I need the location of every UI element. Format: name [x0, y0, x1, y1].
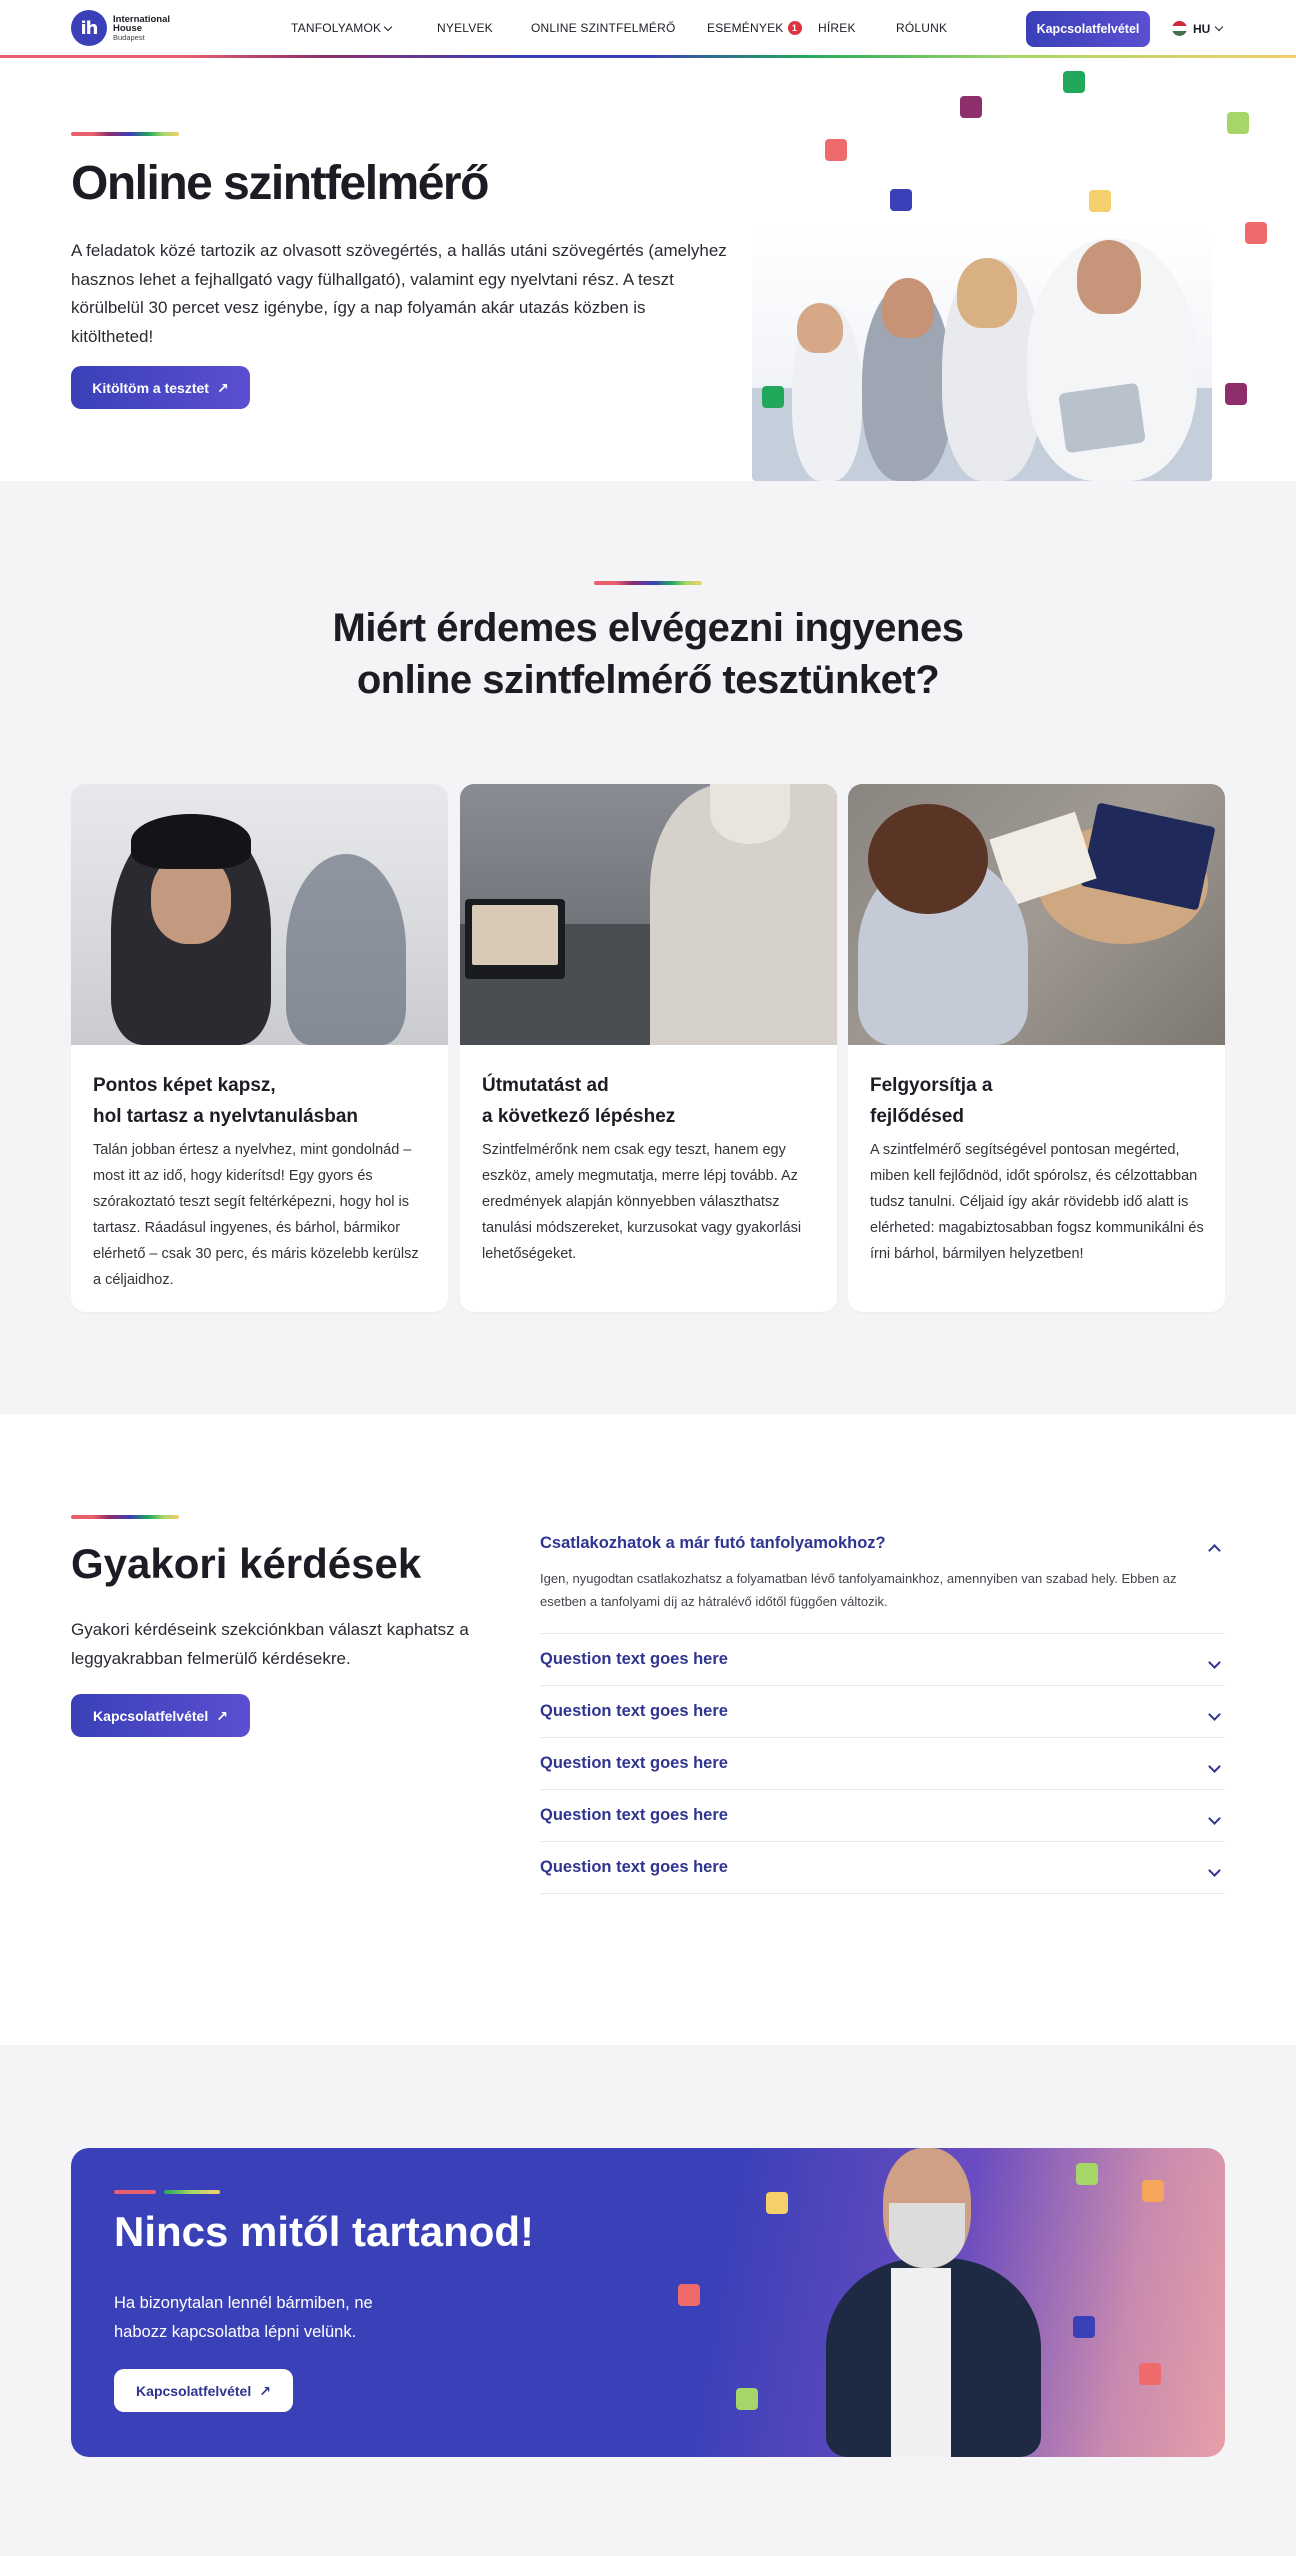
card-image-headphones-student	[71, 784, 448, 1045]
hero-accent-line	[71, 132, 179, 136]
logo-title-1: International	[113, 13, 171, 25]
card-title-line-2: fejlődésed	[870, 1106, 964, 1127]
why-section	[0, 481, 1296, 1414]
card-title	[870, 1070, 1200, 1132]
cta-title: Nincs mitől tartanod!	[114, 2208, 535, 2255]
faq-question[interactable]: Question text goes here	[540, 1650, 728, 1668]
card-title	[482, 1070, 812, 1132]
confetti-square	[1073, 2316, 1095, 2338]
benefit-card	[71, 784, 448, 1312]
confetti-square	[1142, 2180, 1164, 2202]
faq-question[interactable]: Question text goes here	[540, 1806, 728, 1824]
man-tshirt-shape	[891, 2268, 951, 2457]
start-test-button[interactable]	[71, 366, 250, 409]
header-contact-button[interactable]: Kapcsolatfelvétel	[1026, 11, 1150, 47]
why-accent-line	[594, 581, 702, 585]
confetti-square	[1245, 222, 1267, 244]
cta-section	[0, 2045, 1296, 2556]
nav-item-hirek[interactable]	[818, 21, 856, 35]
confetti-square	[825, 139, 847, 161]
nav-item-rolunk[interactable]	[896, 21, 947, 35]
confetti-square	[678, 2284, 700, 2306]
confetti-square	[890, 189, 912, 211]
nav-label: ONLINE SZINTFELMÉRŐ	[531, 21, 676, 35]
faq-accent-line	[71, 1515, 179, 1519]
benefit-card	[848, 784, 1225, 1312]
faq-item[interactable]	[540, 1842, 1225, 1894]
confetti-square	[1139, 2363, 1161, 2385]
faq-question[interactable]: Question text goes here	[540, 1754, 728, 1772]
confetti-square	[1063, 71, 1085, 93]
hero-description: A feladatok közé tartozik az olvasott szövegértés, a hallás utáni szövegértés (amelyhez hasznos lehet a fejhallgató vagy fülhallgató), valamint egy nyelvtani rész. A teszt körülbelül 30 percet vesz igénybe, így a nap folyamán akár utazás közben is kitöltheted!	[71, 241, 727, 346]
card-title-line-1: Útmutatást ad	[482, 1075, 609, 1096]
father-face	[1077, 240, 1141, 314]
chevron-down-icon	[1215, 23, 1223, 31]
senior-man-beard	[710, 784, 790, 844]
cta-banner	[71, 2148, 1225, 2457]
confetti-square	[736, 2388, 758, 2410]
logo-subtitle: Budapest	[113, 32, 145, 42]
language-label: HU	[1193, 21, 1211, 36]
card-title-line-1: Pontos képet kapsz,	[93, 1075, 276, 1096]
faq-item[interactable]	[540, 1738, 1225, 1790]
faq-list	[540, 1518, 1225, 1894]
cta-contact-label: Kapcsolatfelvétel	[136, 2382, 252, 2399]
logo[interactable]	[71, 10, 170, 46]
notification-badge: 1	[788, 21, 802, 35]
card-text: Talán jobban értesz a nyelvhez, mint gondolnád – most itt az idő, hogy kiderítsd! Egy gyors és szórakoztató teszt segít feltérképezni, hogy hol is tartasz. Ráadásul ingyenes, és bárhol, bármikor elérhető – csak 30 perc, és máris közelebb kerülsz a céljaidhoz.	[93, 1142, 419, 1288]
faq-question[interactable]: Question text goes here	[540, 1702, 728, 1720]
arrow-up-right-icon: ↗	[216, 1707, 228, 1724]
cta-accent-lines	[114, 2190, 220, 2194]
confetti-square	[766, 2192, 788, 2214]
logo-title-2: House	[113, 23, 143, 35]
arrow-up-right-icon: ↗	[216, 379, 229, 396]
card-title	[93, 1070, 423, 1132]
nav-label: HÍREK	[818, 21, 856, 35]
laptop-screen	[472, 905, 558, 965]
faq-answer: Igen, nyugodtan csatlakozhatsz a folyamatban lévő tanfolyamainkhoz, amennyiben van szabad hely. Ebben az esetben a tanfolyami díj az hátralévő időtől függően változik.	[540, 1571, 1177, 1609]
arrow-up-right-icon: ↗	[259, 2382, 271, 2399]
confetti-square	[1227, 112, 1249, 134]
card-image-woman-laptop	[848, 784, 1225, 1045]
nav-label: TANFOLYAMOK	[291, 21, 382, 35]
tablet-shape	[1058, 383, 1146, 454]
confetti-square	[1076, 2163, 1098, 2185]
woman-hair	[868, 804, 988, 914]
why-title	[0, 602, 1296, 706]
card-title-line-2: a következő lépéshez	[482, 1106, 676, 1127]
page-title: Online szintfelmérő	[71, 157, 488, 210]
confetti-square	[762, 386, 784, 408]
faq-contact-label: Kapcsolatfelvétel	[93, 1707, 209, 1724]
confetti-square	[1225, 383, 1247, 405]
faq-contact-button[interactable]	[71, 1694, 250, 1737]
cta-description: Ha bizonytalan lennél bármiben, ne habozz kapcsolatba lépni velünk.	[114, 2294, 373, 2341]
child-boy-face	[797, 303, 843, 353]
confetti-square	[1089, 190, 1111, 212]
card-text: A szintfelmérő segítségével pontosan megérted, miben kell fejlődnöd, időt spórolsz, és célzottabban tudsz tanulni. Céljaid így akár rövidebb idő alatt is elérheted: magabiztosabban fogsz kommunikálni és írni bárhol, bármilyen helyzetben!	[870, 1142, 1204, 1262]
faq-item[interactable]	[540, 1634, 1225, 1686]
student-hair	[131, 814, 251, 869]
confetti-square	[960, 96, 982, 118]
mother-hair	[957, 258, 1017, 328]
nav-label: RÓLUNK	[896, 21, 948, 35]
card-title-line-2: hol tartasz a nyelvtanulásban	[93, 1106, 359, 1127]
cta-contact-button[interactable]	[114, 2369, 293, 2412]
benefit-card	[460, 784, 837, 1312]
nav-item-nyelvek[interactable]	[437, 21, 493, 35]
logo-text	[113, 15, 170, 42]
chevron-down-icon	[384, 22, 392, 30]
nav-item-online-szintfelmero[interactable]	[531, 21, 675, 35]
background-person-shape	[286, 854, 406, 1045]
why-title-line-1: Miért érdemes elvégezni ingyenes	[332, 606, 964, 650]
child-girl-face	[882, 278, 934, 338]
faq-item[interactable]	[540, 1686, 1225, 1738]
card-image-senior-laptop	[460, 784, 837, 1045]
nav-label: NYELVEK	[437, 21, 493, 35]
nav-item-esemenyek[interactable]	[707, 21, 802, 35]
faq-item-expanded[interactable]	[540, 1518, 1225, 1634]
nav-item-tanfolyamok[interactable]	[291, 21, 391, 35]
site-header	[0, 0, 1296, 58]
language-selector[interactable]	[1172, 21, 1222, 36]
logo-mark-icon: ih	[71, 10, 107, 46]
hero-family-image	[752, 228, 1212, 481]
card-title-line-1: Felgyorsítja a	[870, 1075, 993, 1096]
start-test-label: Kitöltöm a tesztet	[92, 379, 209, 396]
hungary-flag-icon	[1172, 21, 1187, 36]
nav-label: ESEMÉNYEK	[707, 21, 784, 35]
why-title-line-2: online szintfelmérő tesztünket?	[356, 658, 940, 702]
faq-item[interactable]	[540, 1790, 1225, 1842]
header-rainbow-divider	[0, 55, 1296, 58]
card-text: Szintfelmérőnk nem csak egy teszt, hanem egy eszköz, amely megmutatja, merre lépj tovább. Az eredmények alapján könnyebben választhatsz tanulási módszereket, kurzusokat vagy gyakorlási lehetőségeket.	[482, 1142, 802, 1262]
man-beard	[889, 2203, 965, 2268]
faq-question[interactable]: Csatlakozhatok a már futó tanfolyamokhoz?	[540, 1534, 886, 1552]
faq-title: Gyakori kérdések	[71, 1540, 422, 1587]
faq-question[interactable]: Question text goes here	[540, 1858, 728, 1876]
faq-description: Gyakori kérdéseink szekciónkban választ kaphatsz a leggyakrabban felmerülő kérdésekre.	[71, 1620, 469, 1668]
